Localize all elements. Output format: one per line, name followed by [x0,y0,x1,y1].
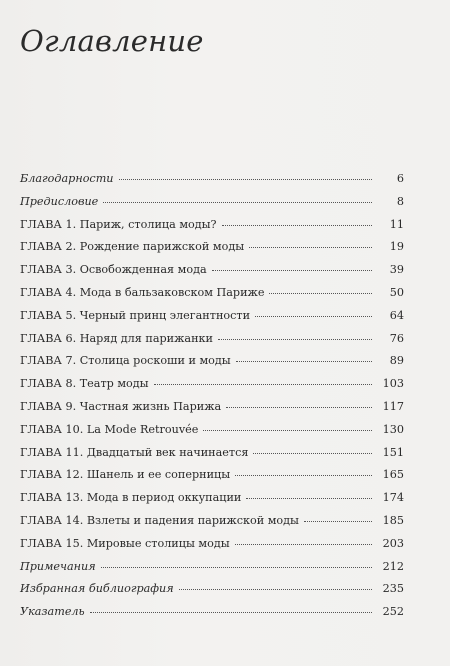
dot-leader [269,292,372,294]
toc-entry-label: ГЛАВА 10. La Mode Retrouvée [20,422,199,436]
toc-entry-label: Предисловие [20,194,99,208]
toc-entry-page-number: 185 [382,513,404,527]
toc-entry [20,510,404,533]
toc-entry [20,191,404,214]
dot-leader [246,497,372,499]
toc-entry-page-number: 165 [382,468,404,482]
toc-entry-label: Указатель [20,605,85,619]
toc-entry-label: ГЛАВА 15. Мировые столицы моды [20,536,230,550]
toc-entry-page-number: 212 [382,559,404,573]
toc-entry [20,464,404,487]
toc-entry [20,282,404,305]
toc-entry-page-number: 11 [389,217,404,231]
toc-entry-label: ГЛАВА 5. Черный принц элегантности [20,308,251,322]
toc-entry-page-number: 235 [382,582,404,596]
dot-leader [249,246,372,248]
toc-entry [20,305,404,328]
dot-leader [226,406,372,408]
toc-entry-page-number: 117 [382,399,404,413]
toc-entry [20,556,404,579]
toc-entry-page-number: 64 [389,308,404,322]
dot-leader [255,315,372,317]
toc-entry-page-number: 8 [396,194,404,208]
toc-entry [20,419,404,442]
toc-entry-label: Примечания [20,559,96,573]
dot-leader [103,201,372,203]
dot-leader [218,338,372,340]
toc-entry [20,350,404,373]
dot-leader [154,383,372,385]
toc-entry [20,533,404,556]
toc-entry-page-number: 89 [389,354,404,368]
dot-leader [235,474,372,476]
toc-entry [20,396,404,419]
dot-leader [304,520,372,522]
toc-entry-label: Избранная библиография [20,582,174,596]
toc-entry-label: ГЛАВА 3. Освобожденная мода [20,263,207,277]
toc-entry-label: ГЛАВА 6. Наряд для парижанки [20,331,214,345]
toc-entry-page-number: 103 [382,377,404,391]
toc-entry [20,259,404,282]
toc-entry-page-number: 151 [382,445,404,459]
toc-entry-label: ГЛАВА 12. Шанель и ее соперницы [20,468,231,482]
toc-entry-label: ГЛАВА 7. Столица роскоши и моды [20,354,231,368]
toc-entry-label: ГЛАВА 4. Мода в бальзаковском Париже [20,285,265,299]
toc-entry-label: ГЛАВА 13. Мода в период оккупации [20,491,242,505]
toc-entry-label: ГЛАВА 8. Театр моды [20,377,149,391]
page-title: Оглавление [20,24,204,58]
toc-entry-page-number: 130 [382,422,404,436]
toc-entry-label: ГЛАВА 11. Двадцатый век начинается [20,445,249,459]
dot-leader [119,178,372,180]
toc-entry-label: ГЛАВА 1. Париж, столица моды? [20,217,217,231]
bleed-through-shadow [232,40,432,62]
toc-entry-page-number: 174 [382,491,404,505]
dot-leader [203,429,372,431]
dot-leader [222,224,372,226]
toc-entry [20,442,404,465]
toc-entry-page-number: 76 [389,331,404,345]
toc-entry [20,601,404,624]
dot-leader [101,566,372,568]
toc-entry-page-number: 203 [382,536,404,550]
dot-leader [212,269,372,271]
toc-entry-label: ГЛАВА 2. Рождение парижской моды [20,240,245,254]
toc-entry [20,168,404,191]
toc-entry-label: ГЛАВА 14. Взлеты и падения парижской моды [20,513,299,527]
toc-entry [20,487,404,510]
table-of-contents [20,168,404,624]
toc-entry-page-number: 252 [382,605,404,619]
toc-entry-page-number: 50 [389,285,404,299]
toc-entry-label: ГЛАВА 9. Частная жизнь Парижа [20,399,222,413]
dot-leader [90,611,372,613]
toc-entry-label: Благодарности [20,172,114,185]
toc-entry [20,373,404,396]
toc-entry-page-number: 19 [389,240,404,254]
toc-entry-page-number: 6 [396,172,404,185]
toc-entry [20,328,404,351]
toc-entry [20,214,404,237]
dot-leader [236,360,372,362]
toc-entry-page-number: 39 [389,263,404,277]
toc-entry [20,578,404,601]
dot-leader [253,452,372,454]
toc-entry [20,236,404,259]
dot-leader [179,588,372,590]
dot-leader [235,543,372,545]
